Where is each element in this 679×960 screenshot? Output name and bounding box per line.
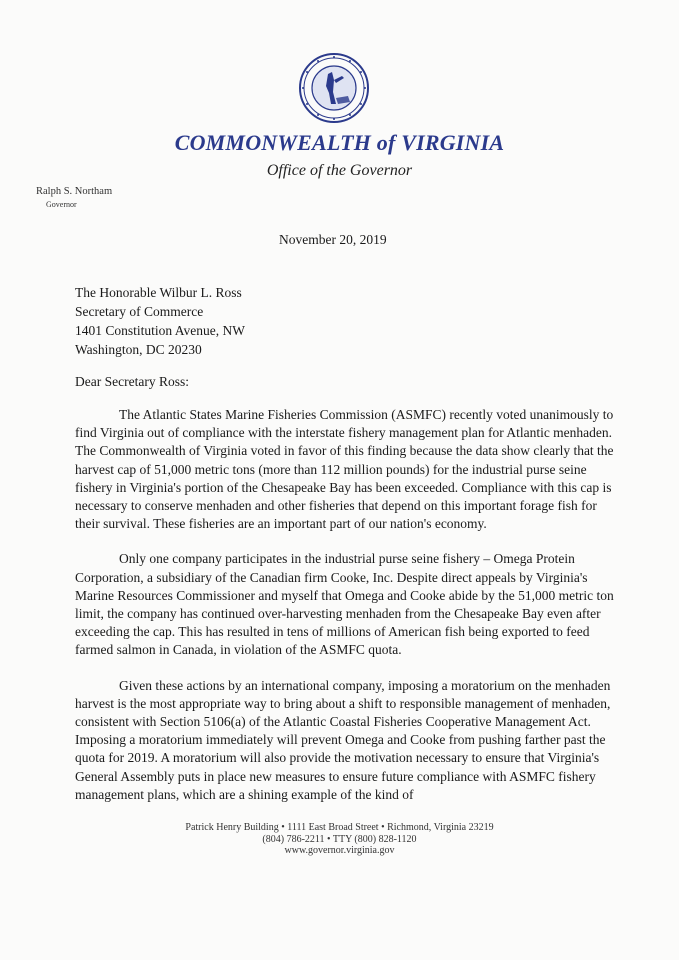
- letter-footer: [0, 822, 679, 857]
- recipient-address: [75, 283, 245, 359]
- governor-name: Ralph S. Northam: [36, 186, 113, 197]
- salutation: Dear Secretary Ross:: [75, 374, 189, 389]
- recipient-street: 1401 Constitution Avenue, NW: [75, 323, 245, 338]
- footer-address: Patrick Henry Building • 1111 East Broad Street • Richmond, Virginia 23219: [185, 822, 494, 833]
- body-paragraph: Given these actions by an international company, imposing a moratorium on the menhaden harvest is the most appropriate way to bring about a shift to responsible management of menhaden, consistent with Section 5106(a) of the Atlantic Coastal Fisheries Cooperative Management Act. Imposing a moratorium immediately will prevent Omega and Cooke from pushing farther past the quota for 2019. A moratorium will also provide the motivation necessary to ensure that Virginia's General Assembly puts in place new measures to ensure future compliance with ASMFC fishery management plans, which are a shining example of the kind of: [75, 677, 611, 802]
- body-paragraph: Only one company participates in the industrial purse seine fishery – Omega Protein Corporation, a subsidiary of the Canadian firm Cooke, Inc. Despite direct appeals by Virginia's Marine Resources Commissioner and myself that Omega and Cooke abide by the 51,000 metric ton limit, the company has continued over-harvesting menhaden from the Chesapeake Bay even after exceeding the cap. This has resulted in tens of millions of American fish being exported to feed farmed salmon in Canada, in violation of the ASMFC quota.: [75, 551, 614, 658]
- letter-date: November 20, 2019: [279, 232, 387, 247]
- letterhead-title: COMMONWEALTH of VIRGINIA: [174, 130, 505, 155]
- body-paragraph: The Atlantic States Marine Fisheries Commission (ASMFC) recently voted unanimously to find Virginia out of compliance with the interstate fishery management plan for Atlantic menhaden. The Commonwealth of Virginia voted in favor of this finding because the data show clearly that the harvest cap of 51,000 metric tons (more than 112 million pounds) for the industrial purse seine fishery in Virginia's portion of the Chesapeake Bay has been exceeded. Compliance with this cap is necessary to conserve menhaden and other fisheries that depend on this important forage fish for their survival. These fisheries are an important part of our nation's economy.: [75, 407, 614, 532]
- governor-title: Governor: [46, 200, 77, 209]
- letterhead-subtitle: Office of the Governor: [266, 162, 413, 179]
- letter-body: [75, 406, 615, 821]
- recipient-name: The Honorable Wilbur L. Ross: [75, 285, 242, 300]
- recipient-title: Secretary of Commerce: [75, 304, 204, 319]
- virginia-seal-icon: [298, 52, 370, 124]
- footer-website: www.governor.virginia.gov: [284, 845, 395, 856]
- recipient-city: Washington, DC 20230: [75, 342, 202, 357]
- footer-phone: (804) 786-2211 • TTY (800) 828-1120: [262, 833, 417, 845]
